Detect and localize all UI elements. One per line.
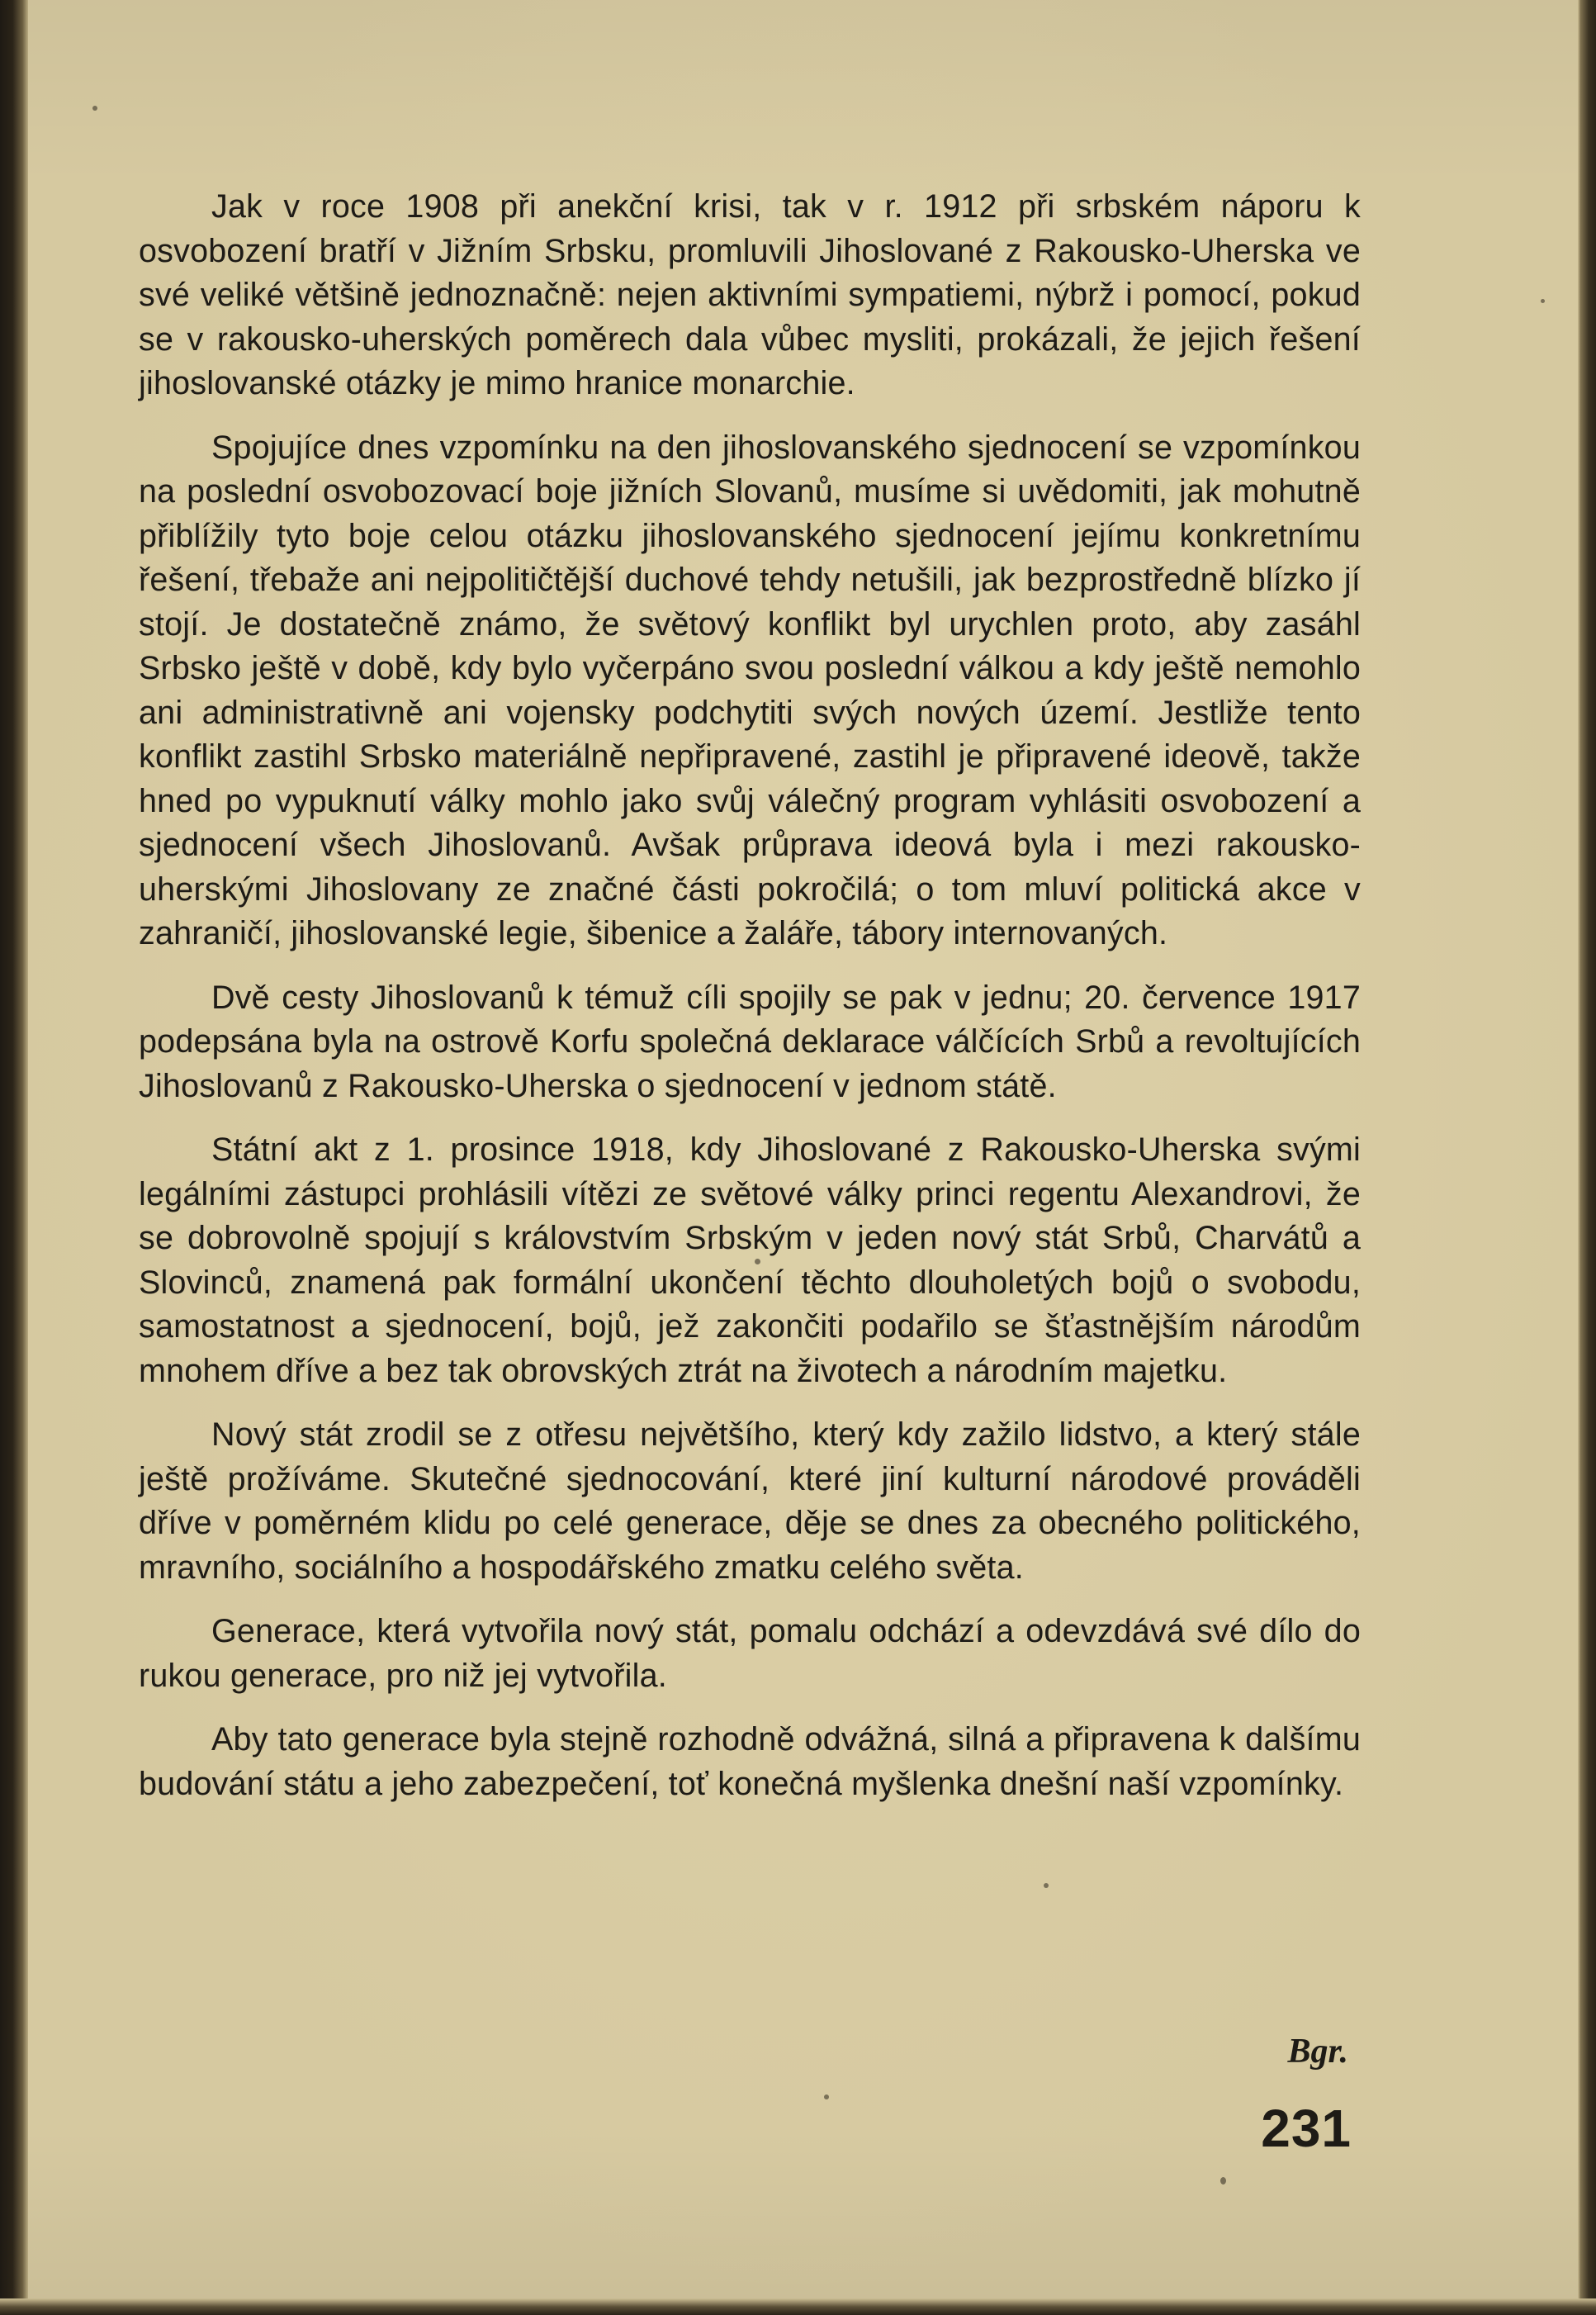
author-signature: Bgr.: [1287, 2033, 1348, 2071]
paper-speck: [755, 1259, 760, 1264]
paper-speck: [824, 2094, 829, 2099]
paragraph-3: Dvě cesty Jihoslovanů k témuž cíli spojily se pak v jednu; 20. července 1917 podepsána byla na ostrově Korfu společná deklarace válčících Srbů a revoltujících Jihoslovanů z Rakousko-Uherska o sjednocení v jednom státě.: [139, 979, 1361, 1104]
paragraph-7: Aby tato generace byla stejně rozhodně odvážná, silná a připravena k dalšímu budování státu a jeho zabezpečení, toť konečná myšlenka dnešní naší vzpomínky.: [139, 1721, 1361, 1802]
page-right-edge: [1578, 0, 1596, 2315]
paragraph-5: Nový stát zrodil se z otřesu největšího, který kdy zažilo lidstvo, a který stále ještě prožíváme. Skutečné sjednocování, které jiní kulturní národové prováděli dříve v poměrném klidu po celé generace, děje se dnes za obecného politického, mravního, sociálního a hospodářského zmatku celého světa.: [139, 1416, 1361, 1586]
paper-speck: [92, 106, 97, 111]
paragraph-2: Spojujíce dnes vzpomínku na den jihoslovanského sjednocení se vzpomínkou na poslední osvobozovací boje jižních Slovanů, musíme si uvědomiti, jak mohutně přiblížily tyto boje celou otázku jihoslovanského sjednocení jejímu konkretnímu řešení, třebaže ani nejpolitičtější duchové tehdy netušili, jak bezprostředně blízko jí stojí. Je dostatečně známo, že světový konflikt byl urychlen proto, aby zasáhl Srbsko ještě v době, kdy bylo vyčerpáno svou poslední válkou a kdy ještě nemohlo ani administrativně ani vojensky podchytiti svých nových území. Jestliže tento konflikt zastihl Srbsko materiálně nepřipravené, zastihl je připravené ideově, takže hned po vypuknutí války mohlo jako svůj válečný program vyhlásiti osvobození a sjednocení všech Jihoslovanů. Avšak průprava ideová byla i mezi rakousko-uherskými Jihoslovany ze značné části pokročilá; o tom mluví politická akce v zahraničí, jihoslovanské legie, šibenice a žaláře, tábory internovaných.: [139, 429, 1361, 951]
paper-speck: [1541, 299, 1545, 303]
paper-speck: [1044, 1883, 1049, 1888]
body-text: [139, 185, 1361, 1806]
paragraph-6: Generace, která vytvořila nový stát, pomalu odchází a odevzdává své dílo do rukou generace, pro niž jej vytvořila.: [139, 1613, 1361, 1694]
page-left-edge: [0, 0, 28, 2315]
paragraph-1: Jak v roce 1908 při anekční krisi, tak v r. 1912 při srbském náporu k osvobození bratří v Jižním Srbsku, promluvili Jihoslované z Rakousko-Uherska ve své veliké většině jednoznačně: nejen aktivními sympatiemi, nýbrž i pomocí, pokud se v rakousko-uherských poměrech dala vůbec mysliti, prokázali, že jejich řešení jihoslovanské otázky je mimo hranice monarchie.: [139, 188, 1361, 401]
page-number: 231: [1261, 2099, 1352, 2158]
paragraph-4: Státní akt z 1. prosince 1918, kdy Jihoslované z Rakousko-Uherska svými legálními zástupci prohlásili vítězi ze světové války princi regentu Alexandrovi, že se dobrovolně spojují s královstvím Srbským v jeden nový stát Srbů, Charvátů a Slovinců, znamená pak formální ukončení těchto dlouholetých bojů o svobodu, samostatnost a sjednocení, bojů, jež zakončiti podařilo se šťastnějším národům mnohem dříve a bez tak obrovských ztrát na životech a národním majetku.: [139, 1131, 1361, 1389]
paper-speck: [1220, 2177, 1226, 2185]
page-bottom-edge: [0, 2298, 1596, 2315]
